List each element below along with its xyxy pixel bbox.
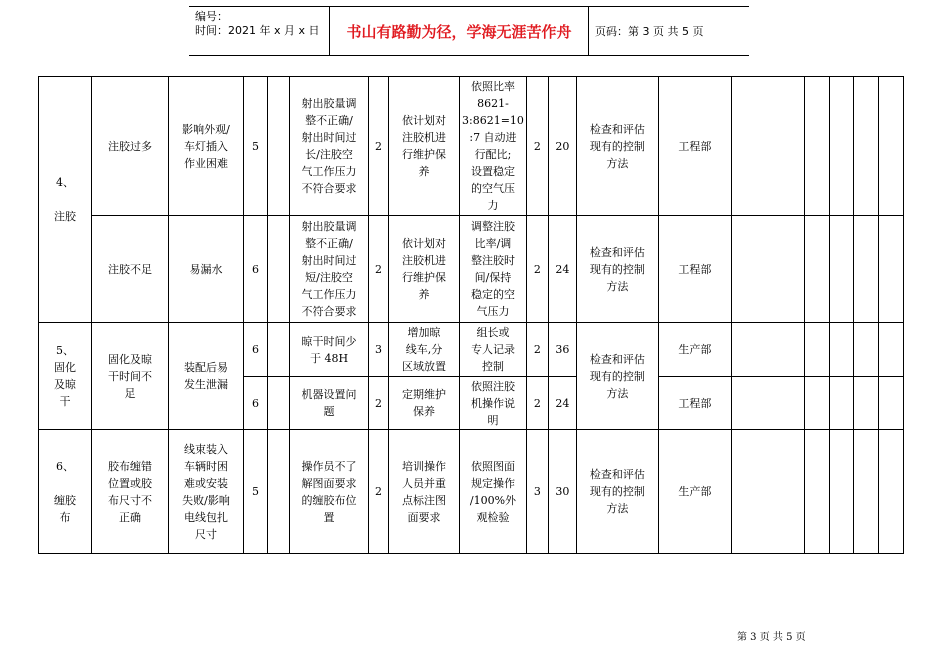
empty-cell (804, 323, 829, 377)
occurrence: 2 (369, 77, 389, 216)
fmea-table (38, 76, 904, 554)
prevention-control: 增加晾 线车,分 区域放置 (389, 323, 460, 377)
classification (268, 323, 290, 377)
empty-cell (878, 77, 903, 216)
rpn: 24 (548, 216, 576, 323)
failure-effect: 线束装入 车辆时困 难或安装 失败/影响 电线包扎 尺寸 (169, 430, 244, 554)
empty-cell (853, 216, 878, 323)
page-footer: 第 3 页 共 5 页 (737, 632, 806, 643)
empty-cell (731, 323, 804, 377)
failure-effect: 影响外观/ 车灯插入 作业困难 (169, 77, 244, 216)
detection: 3 (526, 430, 548, 554)
header-page-number: 页码：第 3 页 共 5 页 (595, 25, 704, 38)
prevention-control: 依计划对 注胶机进 行维护保 养 (389, 216, 460, 323)
process-step: 6、 缠胶 布 (39, 430, 92, 554)
recommended-action: 检查和评估 现有的控制 方法 (576, 430, 658, 554)
failure-cause: 晾干时间少 于 48H (290, 323, 369, 377)
empty-cell (878, 377, 903, 430)
empty-cell (853, 430, 878, 554)
severity: 6 (244, 323, 268, 377)
empty-cell (829, 377, 853, 430)
severity: 5 (244, 77, 268, 216)
empty-cell (731, 377, 804, 430)
prevention-control: 培训操作 人员并重 点标注图 面要求 (389, 430, 460, 554)
empty-cell (829, 216, 853, 323)
empty-cell (829, 323, 853, 377)
responsible-department: 工程部 (658, 377, 731, 430)
empty-cell (878, 216, 903, 323)
severity: 6 (244, 377, 268, 430)
detection: 2 (526, 323, 548, 377)
occurrence: 2 (369, 377, 389, 430)
classification (268, 377, 290, 430)
table-row (39, 430, 904, 554)
failure-cause: 射出胶量调 整不正确/ 射出时间过 长/注胶空 气工作压力 不符合要求 (290, 77, 369, 216)
prevention-control: 依计划对 注胶机进 行维护保 养 (389, 77, 460, 216)
failure-effect: 易漏水 (169, 216, 244, 323)
severity: 5 (244, 430, 268, 554)
failure-mode: 固化及晾 干时间不 足 (92, 323, 169, 430)
recommended-action: 检查和评估 现有的控制 方法 (576, 77, 658, 216)
classification (268, 216, 290, 323)
occurrence: 2 (369, 430, 389, 554)
failure-effect: 装配后易 发生泄漏 (169, 323, 244, 430)
recommended-action: 检查和评估 现有的控制 方法 (576, 323, 658, 430)
empty-cell (829, 77, 853, 216)
empty-cell (804, 377, 829, 430)
page-header (189, 6, 749, 56)
detection-control: 依照比率 8621- 3:8621=10 :7 自动进 行配比; 设置稳定 的空气压 力 (460, 77, 527, 216)
detection-control: 调整注胶 比率/调 整注胶时 间/保持 稳定的空 气压力 (460, 216, 527, 323)
header-meta (189, 7, 330, 55)
failure-mode: 注胶过多 (92, 77, 169, 216)
empty-cell (804, 430, 829, 554)
detection-control: 依照图面 规定操作 /100%外 观检验 (460, 430, 527, 554)
responsible-department: 生产部 (658, 323, 731, 377)
failure-mode: 胶布缠错 位置或胶 布尺寸不 正确 (92, 430, 169, 554)
failure-mode: 注胶不足 (92, 216, 169, 323)
rpn: 30 (548, 430, 576, 554)
detection: 2 (526, 77, 548, 216)
failure-cause: 射出胶量调 整不正确/ 射出时间过 短/注胶空 气工作压力 不符合要求 (290, 216, 369, 323)
document-number-label: 编号： (195, 10, 228, 23)
table-row (39, 216, 904, 323)
rpn: 36 (548, 323, 576, 377)
responsible-department: 工程部 (658, 77, 731, 216)
rpn: 20 (548, 77, 576, 216)
empty-cell (829, 430, 853, 554)
detection: 2 (526, 377, 548, 430)
rpn: 24 (548, 377, 576, 430)
header-slogan: 书山有路勤为径，学海无涯苦作舟 (330, 7, 589, 55)
failure-cause: 操作员不了 解图面要求 的缠胶布位 置 (290, 430, 369, 554)
detection-control: 依照注胶 机操作说 明 (460, 377, 527, 430)
empty-cell (878, 323, 903, 377)
table-row (39, 323, 904, 377)
document-date: 时间：2021 年 x 月 x 日 (195, 24, 320, 37)
responsible-department: 工程部 (658, 216, 731, 323)
empty-cell (853, 323, 878, 377)
recommended-action: 检查和评估 现有的控制 方法 (576, 216, 658, 323)
empty-cell (731, 77, 804, 216)
empty-cell (853, 377, 878, 430)
classification (268, 430, 290, 554)
responsible-department: 生产部 (658, 430, 731, 554)
empty-cell (731, 430, 804, 554)
detection: 2 (526, 216, 548, 323)
severity: 6 (244, 216, 268, 323)
table-row (39, 77, 904, 216)
empty-cell (853, 77, 878, 216)
classification (268, 77, 290, 216)
empty-cell (731, 216, 804, 323)
prevention-control: 定期维护 保养 (389, 377, 460, 430)
empty-cell (878, 430, 903, 554)
occurrence: 2 (369, 216, 389, 323)
empty-cell (804, 216, 829, 323)
failure-cause: 机器设置问 题 (290, 377, 369, 430)
detection-control: 组长或 专人记录 控制 (460, 323, 527, 377)
process-step: 4、 注胶 (39, 77, 92, 323)
process-step: 5、 固化 及晾 干 (39, 323, 92, 430)
empty-cell (804, 77, 829, 216)
occurrence: 3 (369, 323, 389, 377)
